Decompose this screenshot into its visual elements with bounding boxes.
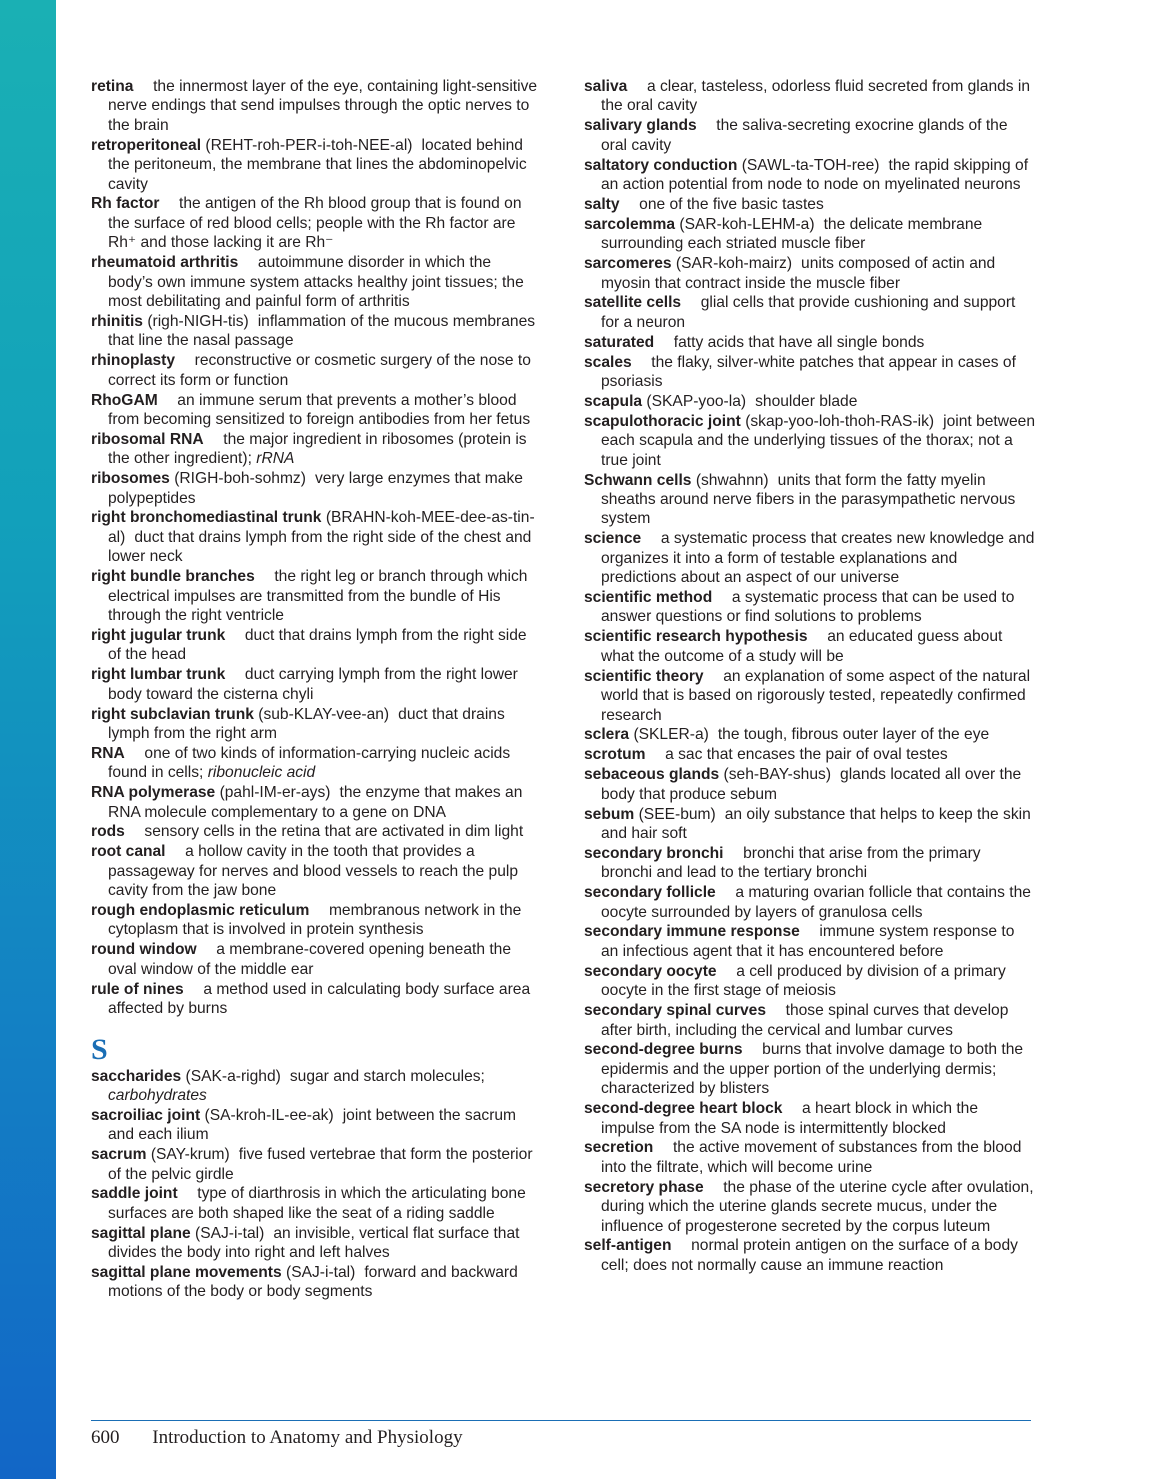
glossary-entry <box>91 253 539 311</box>
glossary-term: sarcolemma <box>584 215 676 233</box>
glossary-definition: an oily substance that helps to keep the skin and hair soft <box>601 805 1031 842</box>
glossary-definition: glial cells that provide cushioning and support for a neuron <box>601 294 1016 331</box>
pronunciation: (sub-KLAY-vee-an) <box>258 705 390 723</box>
glossary-definition: sugar and starch molecules; <box>289 1067 485 1085</box>
glossary-term: secondary follicle <box>584 884 716 902</box>
glossary-term: Rh factor <box>91 195 160 213</box>
glossary-definition: one of the five basic tastes <box>639 195 824 213</box>
glossary-definition: the major ingredient in ribosomes (protein is the other ingredient); <box>108 430 527 468</box>
glossary-term: science <box>584 530 642 548</box>
glossary-entry <box>584 765 1036 804</box>
pronunciation: (BRAHN-koh-MEE-dee-as-tin-al) <box>108 509 535 546</box>
glossary-definition: normal protein antigen on the surface of a body cell; does not normally cause an immune reaction <box>601 1237 1018 1274</box>
glossary-definition: an explanation of some aspect of the natural world that is based on rigorously tested, repeatedly confirmed research <box>601 667 1031 724</box>
pronunciation: (SAWL-ta-TOH-ree) <box>741 156 880 174</box>
glossary-term: root canal <box>91 843 166 861</box>
glossary-definition: those spinal curves that develop after birth, including the cervical and lumbar curves <box>601 1002 1009 1039</box>
pronunciation: (SAR-koh-mairz) <box>675 255 793 273</box>
glossary-definition: the flaky, silver-white patches that appear in cases of psoriasis <box>601 353 1016 391</box>
glossary-definition: a heart block in which the impulse from the SA node is intermittently blocked <box>601 1100 979 1137</box>
pronunciation: (SAY-krum) <box>150 1146 230 1164</box>
glossary-entry <box>584 215 1036 254</box>
glossary-entry <box>91 312 539 351</box>
glossary-term: secretion <box>584 1139 654 1157</box>
glossary-definition: glands located all over the body that produce sebum <box>601 766 1022 803</box>
glossary-entry <box>91 1184 539 1223</box>
glossary-column-left <box>91 77 539 1302</box>
glossary-term: second-degree burns <box>584 1041 743 1059</box>
glossary-term: second-degree heart block <box>584 1100 783 1118</box>
glossary-entry <box>91 665 539 704</box>
glossary-term: round window <box>91 941 197 959</box>
glossary-definition: an educated guess about what the outcome of a study will be <box>601 628 1003 665</box>
glossary-term: ribosomal RNA <box>91 430 204 448</box>
glossary-entry <box>584 725 1036 744</box>
glossary-term: salivary glands <box>584 117 697 135</box>
glossary-entry <box>91 1106 539 1145</box>
alternate-term: carbohydrates <box>108 1086 207 1104</box>
pronunciation: (SAJ-i-tal) <box>286 1264 356 1282</box>
glossary-entry <box>584 844 1036 883</box>
glossary-entry <box>91 351 539 390</box>
glossary-definition: autoimmune disorder in which the body’s own immune system attacks healthy joint tissues; the most debilitating and painful form of arthritis <box>108 254 524 310</box>
pronunciation: (seh-BAY-shus) <box>723 766 832 784</box>
glossary-term: scrotum <box>584 746 646 764</box>
glossary-definition: one of two kinds of information-carrying nucleic acids found in cells; <box>108 744 511 782</box>
glossary-definition: a membrane-covered opening beneath the oval window of the middle ear <box>108 941 512 978</box>
glossary-term: retroperitoneal <box>91 136 202 154</box>
glossary-entry <box>584 412 1036 470</box>
glossary-definition: the tough, fibrous outer layer of the eye <box>717 726 990 744</box>
glossary-entry <box>584 1040 1036 1098</box>
pronunciation: (SAR-koh-LEHM-a) <box>679 215 815 233</box>
glossary-term: saccharides <box>91 1067 182 1085</box>
glossary-entry <box>91 901 539 940</box>
glossary-list-right <box>584 77 1036 1275</box>
glossary-definition: duct that drains lymph from the right side of the chest and lower neck <box>108 528 532 566</box>
glossary-entry <box>584 254 1036 293</box>
glossary-term: rhinitis <box>91 312 143 330</box>
glossary-term: ribosomes <box>91 470 170 488</box>
glossary-definition: very large enzymes that make polypeptides <box>108 470 523 507</box>
glossary-term: sclera <box>584 726 630 744</box>
glossary-entry <box>91 194 539 252</box>
glossary-entry <box>91 430 539 469</box>
pronunciation: (righ-NIGH-tis) <box>147 312 249 330</box>
pronunciation: (pahl-IM-er-ays) <box>219 784 331 802</box>
glossary-definition: forward and backward motions of the body or body segments <box>108 1264 518 1301</box>
glossary-entry <box>91 822 539 841</box>
glossary-entry <box>584 77 1036 116</box>
glossary-entry <box>584 1099 1036 1138</box>
glossary-term: saddle joint <box>91 1185 178 1203</box>
glossary-entry <box>584 1001 1036 1040</box>
glossary-term: RNA polymerase <box>91 784 216 802</box>
glossary-term: self-antigen <box>584 1237 672 1255</box>
pronunciation: (SEE-bum) <box>638 805 716 823</box>
glossary-entry <box>91 391 539 430</box>
glossary-entry <box>91 469 539 508</box>
pronunciation: (SAJ-i-tal) <box>195 1224 265 1242</box>
glossary-term: RNA <box>91 744 125 762</box>
glossary-definition: the delicate membrane surrounding each striated muscle fiber <box>601 215 983 253</box>
glossary-column-right <box>584 77 1036 1276</box>
glossary-definition: five fused vertebrae that form the posterior of the pelvic girdle <box>108 1146 533 1183</box>
glossary-definition: the enzyme that makes an RNA molecule complementary to a gene on DNA <box>108 784 523 821</box>
glossary-list-s <box>91 1067 539 1302</box>
pronunciation: (SAK-a-righd) <box>185 1067 281 1085</box>
side-color-band <box>0 0 56 1479</box>
alternate-term: rRNA <box>256 450 295 468</box>
glossary-term: scientific method <box>584 589 713 607</box>
glossary-definition: bronchi that arise from the primary bronchi and lead to the tertiary bronchi <box>601 844 981 882</box>
glossary-entry <box>91 136 539 194</box>
pronunciation: (REHT-roh-PER-i-toh-NEE-al) <box>205 136 413 154</box>
glossary-definition: duct that drains lymph from the right arm <box>108 705 505 742</box>
glossary-term: satellite cells <box>584 294 682 312</box>
glossary-term: secondary spinal curves <box>584 1002 767 1020</box>
glossary-term: sagittal plane movements <box>91 1264 282 1282</box>
glossary-term: sebaceous glands <box>584 766 720 784</box>
glossary-definition: type of diarthrosis in which the articulating bone surfaces are both shaped like the seat of a riding saddle <box>108 1185 526 1222</box>
page-footer <box>91 1427 463 1449</box>
glossary-definition: burns that involve damage to both the epidermis and the upper portion of the underlying dermis; characterized by blisters <box>601 1041 1024 1098</box>
glossary-term: sacroiliac joint <box>91 1106 201 1124</box>
glossary-definition: a maturing ovarian follicle that contains the oocyte surrounded by layers of granulosa cells <box>601 884 1031 921</box>
glossary-entry <box>584 392 1036 411</box>
glossary-term: RhoGAM <box>91 391 158 409</box>
glossary-term: rough endoplasmic reticulum <box>91 902 310 920</box>
glossary-entry <box>584 156 1036 195</box>
glossary-entry <box>584 883 1036 922</box>
pronunciation: (RIGH-boh-sohmz) <box>174 470 306 488</box>
glossary-entry <box>584 962 1036 1001</box>
glossary-list-r <box>91 77 539 1019</box>
glossary-entry <box>91 744 539 783</box>
glossary-term: Schwann cells <box>584 471 692 489</box>
glossary-entry <box>91 1067 539 1106</box>
glossary-term: scientific theory <box>584 667 704 685</box>
glossary-term: rheumatoid arthritis <box>91 254 239 272</box>
glossary-term: saturated <box>584 333 655 351</box>
glossary-definition: the right leg or branch through which electrical impulses are transmitted from the bundle of His through the right ventricle <box>108 568 528 624</box>
glossary-entry <box>584 195 1036 214</box>
glossary-term: salty <box>584 195 620 213</box>
glossary-definition: shoulder blade <box>755 393 858 410</box>
glossary-term: right jugular trunk <box>91 626 226 644</box>
glossary-entry <box>91 1145 539 1184</box>
glossary-entry <box>91 626 539 665</box>
glossary-entry <box>91 705 539 744</box>
glossary-definition: the active movement of substances from the blood into the filtrate, which will become urine <box>601 1139 1022 1176</box>
glossary-entry <box>584 745 1036 764</box>
footer-rule <box>91 1420 1031 1421</box>
glossary-entry <box>91 980 539 1019</box>
glossary-term: right lumbar trunk <box>91 666 226 684</box>
glossary-definition: an invisible, vertical flat surface that divides the body into right and left halves <box>108 1224 520 1262</box>
glossary-term: sarcomeres <box>584 255 672 273</box>
glossary-term: retina <box>91 78 134 95</box>
glossary-term: scales <box>584 353 632 371</box>
glossary-term: saltatory conduction <box>584 156 738 174</box>
glossary-entry <box>584 1178 1036 1236</box>
glossary-term: sebum <box>584 805 635 823</box>
glossary-term: sagittal plane <box>91 1224 191 1242</box>
glossary-entry <box>91 842 539 900</box>
glossary-entry <box>584 471 1036 529</box>
pronunciation: (SKAP-yoo-la) <box>646 393 747 410</box>
glossary-definition: the phase of the uterine cycle after ovulation, during which the uterine glands secrete mucus, under the influence of progesterone secreted by the corpus luteum <box>601 1178 1034 1235</box>
glossary-entry <box>91 940 539 979</box>
page-number: 600 <box>91 1427 120 1448</box>
glossary-entry <box>584 529 1036 587</box>
glossary-entry <box>91 1224 539 1263</box>
glossary-term: secondary bronchi <box>584 844 724 862</box>
glossary-definition: the saliva-secreting exocrine glands of the oral cavity <box>601 117 1008 154</box>
glossary-definition: an immune serum that prevents a mother’s blood from becoming sensitized to foreign antibodies from her fetus <box>108 391 531 428</box>
alternate-term: ribonucleic acid <box>207 764 316 782</box>
glossary-definition: the antigen of the Rh blood group that is found on the surface of red blood cells; people with the Rh factor are Rh⁺ and those lacking it are Rh⁻ <box>108 195 522 252</box>
glossary-entry <box>91 77 539 135</box>
glossary-definition: a hollow cavity in the tooth that provides a passageway for nerves and blood vessels to reach the pulp cavity from the jaw bone <box>108 843 519 900</box>
glossary-entry <box>584 333 1036 352</box>
glossary-entry <box>584 588 1036 627</box>
glossary-definition: units composed of actin and myosin that contract inside the muscle fiber <box>601 255 996 292</box>
glossary-definition: inflammation of the mucous membranes that line the nasal passage <box>108 312 536 350</box>
book-title: Introduction to Anatomy and Physiology <box>152 1427 463 1448</box>
glossary-term: rhinoplasty <box>91 352 176 370</box>
glossary-term: rule of nines <box>91 980 184 998</box>
glossary-definition: located behind the peritoneum, the membrane that lines the abdominopelvic cavity <box>108 136 527 193</box>
glossary-term: saliva <box>584 78 628 95</box>
glossary-entry <box>584 627 1036 666</box>
section-letter-heading: S <box>91 1032 108 1066</box>
glossary-definition: a systematic process that can be used to answer questions or find solutions to problems <box>601 589 1015 626</box>
glossary-term: secondary oocyte <box>584 962 717 980</box>
glossary-definition: duct carrying lymph from the right lower body toward the cisterna chyli <box>108 666 518 703</box>
glossary-term: scapula <box>584 393 643 410</box>
glossary-entry <box>91 567 539 625</box>
glossary-definition: the innermost layer of the eye, containing light-sensitive nerve endings that send impulses through the optic nerves to the brain <box>108 78 538 134</box>
glossary-definition: immune system response to an infectious agent that it has encountered before <box>601 923 1015 960</box>
glossary-definition: a clear, tasteless, odorless fluid secreted from glands in the oral cavity <box>601 78 1031 115</box>
glossary-entry <box>584 922 1036 961</box>
glossary-term: right bundle branches <box>91 568 255 586</box>
glossary-definition: a sac that encases the pair of oval testes <box>665 746 948 764</box>
glossary-definition: membranous network in the cytoplasm that is involved in protein synthesis <box>108 902 522 939</box>
glossary-entry <box>584 293 1036 332</box>
glossary-definition: reconstructive or cosmetic surgery of the nose to correct its form or function <box>108 352 531 389</box>
glossary-definition: a method used in calculating body surface area affected by burns <box>108 980 531 1018</box>
glossary-term: secretory phase <box>584 1178 704 1196</box>
glossary-term: right subclavian trunk <box>91 705 254 723</box>
glossary-definition: sensory cells in the retina that are activated in dim light <box>144 823 524 841</box>
glossary-definition: duct that drains lymph from the right side of the head <box>108 626 527 664</box>
pronunciation: (SA-kroh-IL-ee-ak) <box>204 1106 334 1124</box>
pronunciation: (skap-yoo-loh-thoh-RAS-ik) <box>745 412 935 430</box>
glossary-definition: fatty acids that have all single bonds <box>673 333 925 351</box>
glossary-entry <box>91 1263 539 1302</box>
glossary-definition: a cell produced by division of a primary oocyte in the first stage of meiosis <box>601 962 1006 1000</box>
glossary-entry <box>584 667 1036 725</box>
pronunciation: (shwahnn) <box>695 471 769 489</box>
glossary-term: scientific research hypothesis <box>584 628 808 646</box>
glossary-term: rods <box>91 823 125 841</box>
glossary-term: sacrum <box>91 1146 147 1164</box>
glossary-term: right bronchomediastinal trunk <box>91 509 322 527</box>
glossary-entry <box>91 508 539 566</box>
glossary-entry <box>584 805 1036 844</box>
glossary-entry <box>584 1236 1036 1275</box>
glossary-definition: the rapid skipping of an action potential from node to node on myelinated neurons <box>601 156 1029 194</box>
glossary-entry <box>584 353 1036 392</box>
glossary-definition: units that form the fatty myelin sheaths around nerve fibers in the parasympathetic nervous system <box>601 471 1016 528</box>
glossary-definition: a systematic process that creates new knowledge and organizes it into a form of testable explanations and predictions about an aspect of our universe <box>601 530 1035 587</box>
glossary-definition: joint between each scapula and the underlying tissues of the thorax; not a true joint <box>601 412 1036 469</box>
glossary-entry <box>91 783 539 822</box>
glossary-entry <box>584 1138 1036 1177</box>
glossary-definition: joint between the sacrum and each ilium <box>108 1106 517 1144</box>
glossary-entry <box>584 116 1036 155</box>
pronunciation: (SKLER-a) <box>633 726 709 744</box>
glossary-term: secondary immune response <box>584 923 800 941</box>
glossary-term: scapulothoracic joint <box>584 412 741 430</box>
